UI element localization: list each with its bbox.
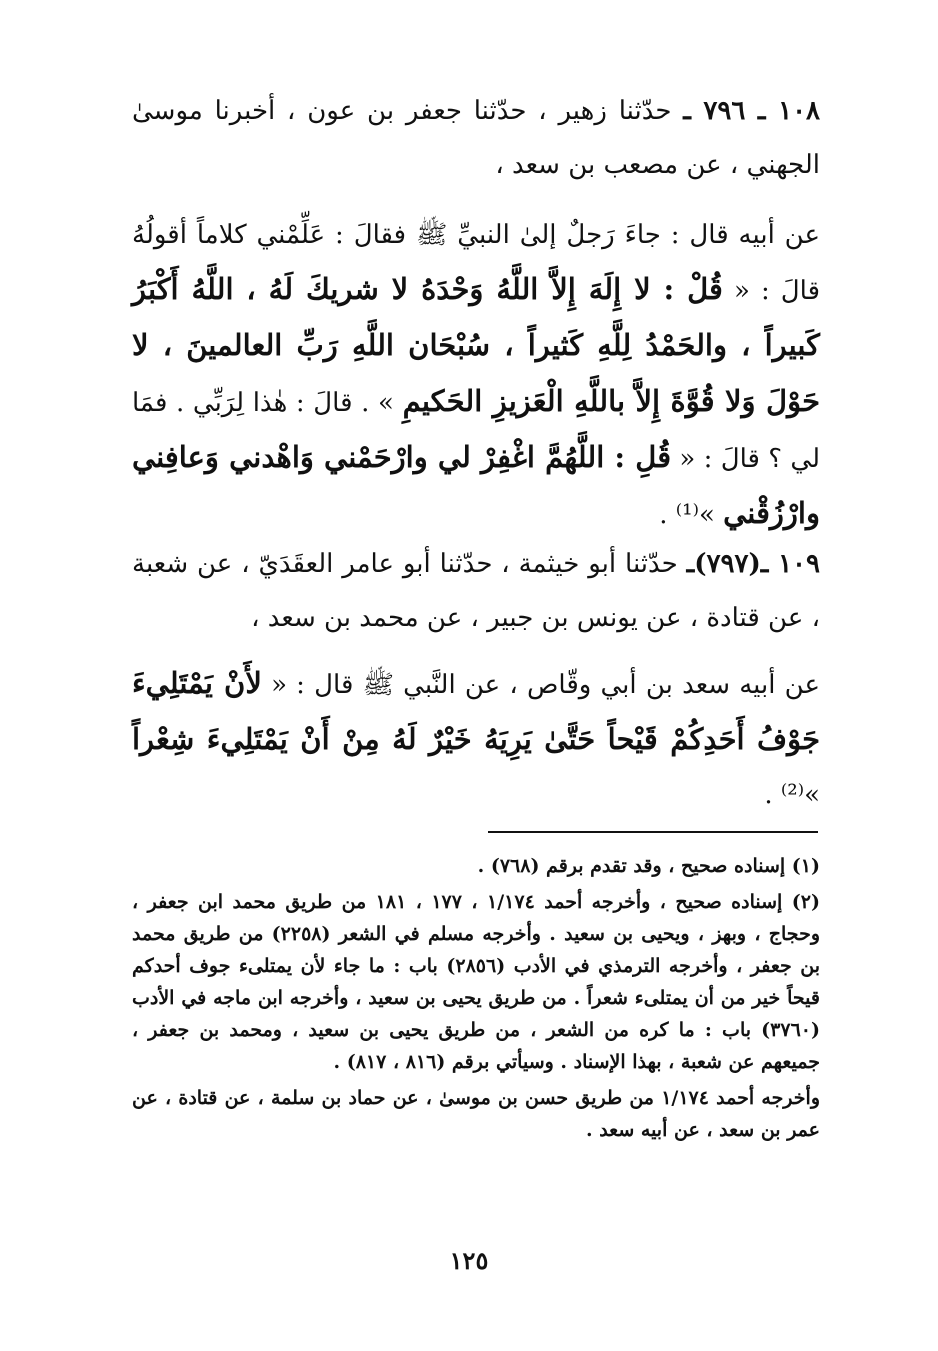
footnote-2-continuation: وأخرجه أحمد ١/١٧٤ من طريق حسن بن موسىٰ ، عن حماد بن سلمة ، عن قتادة ، عن عمر بن سعد ، عن أبيه سعد .	[132, 1087, 820, 1141]
hadith-109-isnad	[132, 537, 820, 645]
footnotes	[132, 850, 820, 1150]
footnote-divider	[488, 831, 818, 833]
hadith-108-isnad-text: حدّثنا زهير ، حدّثنا جعفر بن عون ، أخبرنا موسىٰ الجهني ، عن مصعب بن سعد ،	[132, 96, 820, 180]
hadith-108-matn-2: قُلِ : اللَّهُمَّ اغْفِرْ لي وارْحَمْني وَاهْدني وَعافِني وارْزُقْني	[132, 440, 820, 530]
hadith-109-ending: »⁽²⁾ .	[764, 780, 820, 810]
hadith-109-isnad-text: حدّثنا أبو خيثمة ، حدّثنا أبو عامر العقَدَيّ ، عن شعبة ، عن قتادة ، عن يونس بن جبير ، عن محمد بن سعد ،	[132, 549, 820, 633]
hadith-108-isnad	[132, 84, 820, 192]
hadith-108-matn-1: قُلْ : لا إِلَهَ إِلاَّ اللَّهُ وَحْدَهُ لا شريكَ لَهُ ، اللَّهُ أَكْبَرُ كَبيراً ، والحَمْدُ لِلَّهِ كَثيراً ، سُبْحَان اللَّهِ رَبِّ العالمينَ ، لا حَوْلَ وَلا قُوَّةَ إِلاَّ باللَّهِ الْعَزيزِ الحَكيمِ	[132, 272, 820, 418]
hadith-109-number: ١٠٩ ـ(٧٩٧)ـ	[686, 549, 820, 579]
page-number: ١٢٥	[449, 1246, 489, 1275]
footnote-2: (٢) إسناده صحيح ، وأخرجه أحمد ١/١٧٤ ، ١٧٧ ، ١٨١ من طريق محمد ابن جعفر ، وحجاج ، وبهز ، ويحيى بن سعيد . وأخرجه مسلم في الشعر (٢٢٥٨) من طريق محمد بن جعفر ، وأخرجه الترمذي في الأدب (٢٨٥٦) باب : ما جاء لأن يمتلىء جوف أحدكم قيحاً خير من أن يمتلىء شعراً . من طريق يحيى بن سعيد ، وأخرجه ابن ماجه في الأدب (٣٧٦٠) باب : ما كره من الشعر ، من طريق يحيى بن سعيد ، ومحمد بن جعفر ، جميعهم عن شعبة ، بهذا الإسناد . وسيأتي برقم (٨١٦ ، ٨١٧) .	[132, 891, 820, 1073]
hadith-108-intro: عن أبيه قال : جاءَ رَجلٌ إلىٰ النبيِّ ﷺ فقالَ : عَلِّمْني كلاماً أقولُهُ قالَ : «	[132, 220, 821, 306]
hadith-109-matn: لأَنْ يَمْتَلِيءَ جَوْفُ أَحَدِكُمْ قَيْحاً حَتَّىٰ يَرِيَهُ خَيْرٌ لَهُ مِنْ أَنْ يَمْتَلِيءَ شِعْراً	[132, 666, 820, 756]
hadith-109-intro: عن أبيه سعد بن أبي وقّاص ، عن النَّبي ﷺ قال : «	[261, 670, 820, 700]
hadith-109-body	[132, 656, 820, 822]
hadith-108-body	[132, 208, 820, 542]
footnote-1: (١) إسناده صحيح ، وقد تقدم برقم (٧٦٨) .	[477, 855, 820, 877]
hadith-108-middle: » . قالَ : هٰذا لِرَبِّي . فمَا لي ؟ قالَ : «	[132, 388, 820, 474]
hadith-108-ending: »⁽¹⁾ .	[659, 500, 724, 530]
hadith-108-number: ١٠٨ ـ ٧٩٦ ـ	[683, 96, 821, 126]
